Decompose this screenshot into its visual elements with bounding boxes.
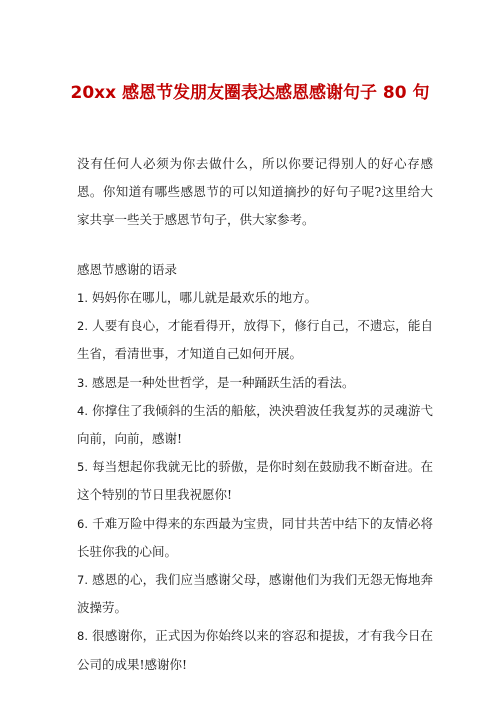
list-item xyxy=(77,312,433,368)
item-text: 人要有良心，才能看得开，放得下，修行自己，不遗忘，能自生省，看清世事，才知道自己如何开展。 xyxy=(77,318,433,362)
item-number: 6. xyxy=(77,516,88,531)
list-item xyxy=(77,369,433,397)
list-item xyxy=(77,566,433,622)
list-item xyxy=(77,284,433,312)
item-number: 1. xyxy=(77,291,88,305)
item-number: 8. xyxy=(77,629,88,644)
document-title: 20xx 感恩节发朋友圈表达感恩感谢句子 80 句 xyxy=(70,83,430,103)
item-number: 5. xyxy=(77,460,88,475)
item-text: 感恩是一种处世哲学，是一种踊跃生活的看法。 xyxy=(91,374,355,390)
item-text: 你撑住了我倾斜的生活的船舷，泱泱碧波任我复苏的灵魂游弋向前，向前，感谢! xyxy=(77,402,433,447)
item-text: 千难万险中得来的东西最为宝贵，同甘共苦中结下的友情必将长驻你我的心间。 xyxy=(77,515,433,559)
list-item xyxy=(77,510,433,566)
item-text: 很感谢你，正式因为你始终以来的容忍和提拔，才有我今日在公司的成果!感谢你! xyxy=(77,628,433,672)
item-number: 4. xyxy=(77,403,88,418)
item-text: 感恩的心，我们应当感谢父母，感谢他们为我们无怨无悔地奔波操劳。 xyxy=(77,572,433,616)
item-text: 每当想起你我就无比的骄傲，是你时刻在鼓励我不断奋进。在这个特别的节日里我祝愿你! xyxy=(77,459,433,503)
item-number: 7. xyxy=(77,573,88,588)
intro-paragraph: 没有任何人必须为你去做什么，所以你要记得别人的好心存感恩。你知道有哪些感恩节的可以知道摘抄的好句子呢?这里给大家共享一些关于感恩节句子，供大家参考。 xyxy=(77,156,433,227)
item-text: 妈妈你在哪儿，哪儿就是最欢乐的地方。 xyxy=(91,290,317,305)
list-item xyxy=(77,397,433,453)
item-number: 3. xyxy=(77,375,88,390)
item-number: 2. xyxy=(77,319,88,334)
list-item xyxy=(77,453,433,509)
list-item xyxy=(77,622,433,678)
quote-list xyxy=(77,284,433,679)
section-heading: 感恩节感谢的语录 xyxy=(77,262,178,277)
